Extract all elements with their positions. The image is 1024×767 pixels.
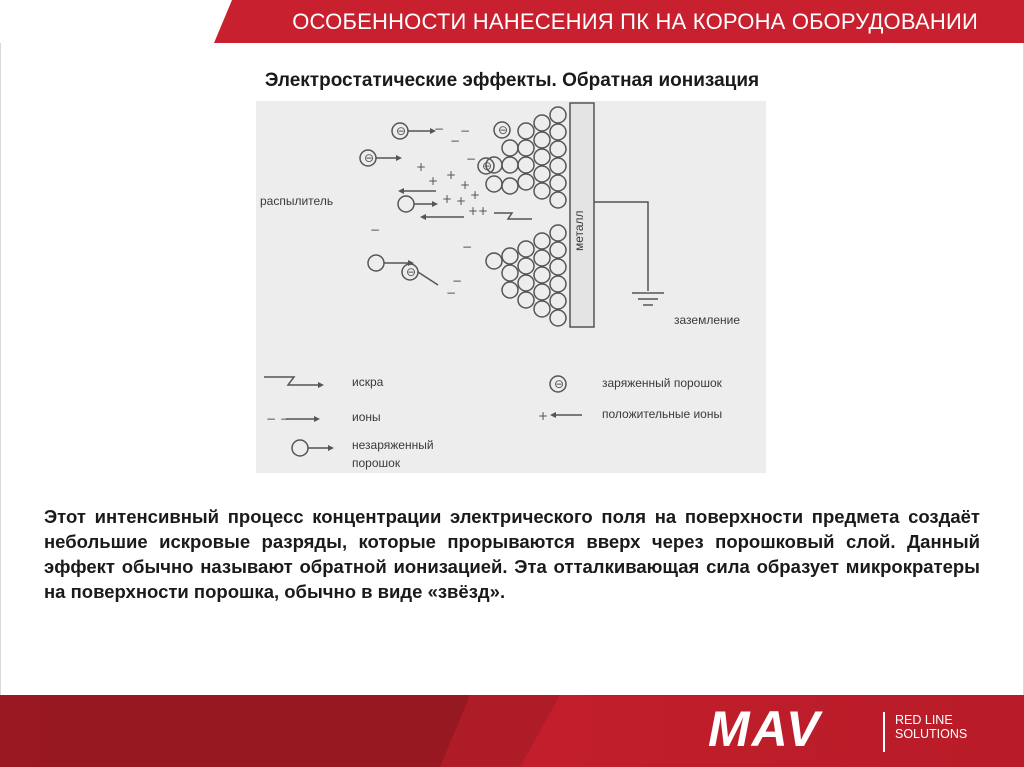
svg-text:⊖: ⊖ [406,265,417,279]
label-sprayer: распылитель [260,194,334,208]
svg-text:+: + [538,409,549,423]
legend-uncharged-line1: незаряженный [352,438,434,452]
legend-ions: ионы [352,410,381,424]
svg-text:⊖: ⊖ [498,123,509,137]
mav-logo: MAV [708,701,822,757]
svg-text:+: + [478,204,489,218]
logo-tagline-line2: SOLUTIONS [895,727,968,741]
svg-text:− −: − − [266,412,290,426]
svg-text:−: − [370,223,381,237]
legend-charged: заряженный порошок [602,376,722,390]
svg-text:⊖: ⊖ [396,124,407,138]
header-bar [0,0,1024,43]
svg-text:−: − [452,274,463,288]
legend-spark: искра [352,375,384,389]
back-ionization-diagram [256,101,766,473]
legend-positive-ions: положительные ионы [602,407,723,421]
svg-text:−: − [446,286,457,300]
svg-text:+: + [470,188,481,202]
svg-text:−: − [460,124,471,138]
logo-tagline [895,713,967,741]
svg-text:+: + [456,194,467,208]
label-metal: металл [572,210,586,251]
svg-text:+: + [428,174,439,188]
svg-text:−: − [466,152,477,166]
svg-text:+: + [442,192,453,206]
spark-zigzag [494,213,532,219]
label-ground: заземление [674,313,741,327]
uncharged-particle [368,255,384,271]
powder-layer-lower [486,225,566,326]
svg-text:−: − [450,134,461,148]
logo-tagline-line1: RED LINE [895,713,953,727]
header-title: ОСОБЕННОСТИ НАНЕСЕНИЯ ПК НА КОРОНА ОБОРУДОВАНИИ [292,9,978,34]
svg-text:⊖: ⊖ [554,377,565,391]
legend-uncharged-line2: порошок [352,456,401,470]
ground-wire [594,202,648,291]
svg-text:⊖: ⊖ [364,151,375,165]
footer-background [0,695,1024,767]
svg-text:+: + [416,160,427,174]
uncharged-particle [398,196,414,212]
svg-text:−: − [434,122,445,136]
slide-title: Электростатические эффекты. Обратная ионизация [264,70,760,91]
svg-text:−: − [462,240,473,254]
svg-text:+: + [446,168,457,182]
svg-text:⊖: ⊖ [482,159,493,173]
footer-bar [0,695,1024,767]
svg-text:+: + [460,178,471,192]
svg-text:+: + [468,204,479,218]
logo-divider [883,712,885,752]
body-paragraph: Этот интенсивный процесс концентрации электрического поля на поверхности предмета создаёт небольшие искровые разряды, которые прорываются вверх через порошковый слой. Данный эффект обычно называют обратной ионизацией. Эта отталкивающая сила образует микрократеры на поверхности порошка, обычно в виде «звёзд». [44,506,980,602]
